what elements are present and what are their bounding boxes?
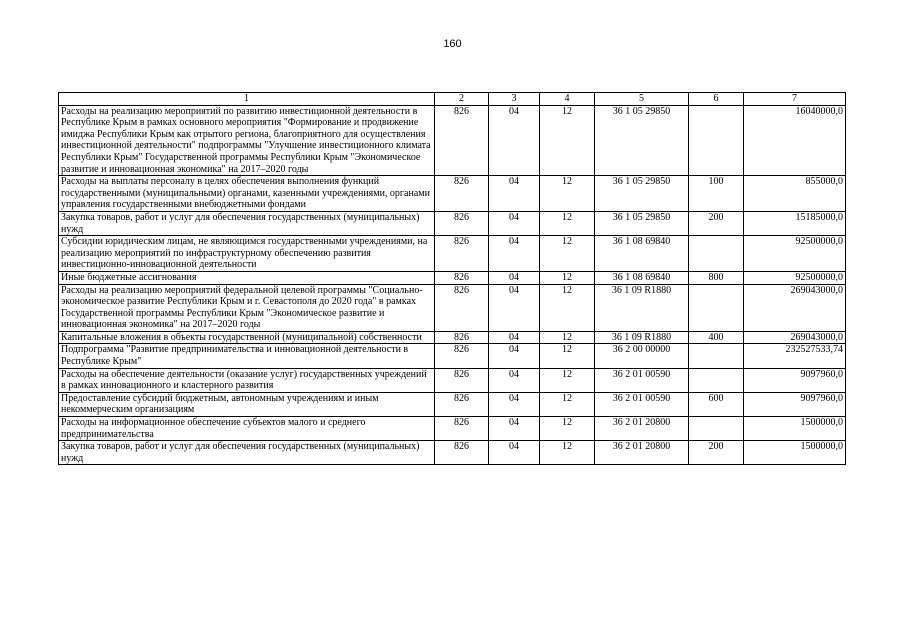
header-col-3: 3 — [489, 93, 540, 106]
expense-type-code — [689, 284, 744, 331]
subsection-code: 12 — [540, 211, 595, 235]
expense-name: Подпрограмма "Развитие предпринимательства и инновационной деятельности в Республике Крым" — [59, 344, 435, 368]
expense-name: Иные бюджетные ассигнования — [59, 271, 435, 284]
table-row — [59, 417, 846, 441]
ministry-code: 826 — [435, 331, 489, 344]
ministry-code: 826 — [435, 211, 489, 235]
section-code: 04 — [489, 271, 540, 284]
table-row — [59, 284, 846, 331]
table-row — [59, 271, 846, 284]
expense-type-code — [689, 236, 744, 272]
subsection-code: 12 — [540, 392, 595, 416]
table-row — [59, 331, 846, 344]
subsection-code: 12 — [540, 271, 595, 284]
table-row — [59, 176, 846, 212]
expense-name: Расходы на реализацию мероприятий федеральной целевой программы "Социально-экономическое развитие Республики Крым и г. Севастополя до 2020 года" в рамках Государственной программы Республики Крым "Экономическое развитие и инновационная экономика" на 2017–2020 годы — [59, 284, 435, 331]
target-article-code: 36 1 08 69840 — [595, 236, 689, 272]
expense-name: Расходы на информационное обеспечение субъектов малого и среднего предпринимательства — [59, 417, 435, 441]
subsection-code: 12 — [540, 331, 595, 344]
header-row — [59, 93, 846, 106]
ministry-code: 826 — [435, 344, 489, 368]
target-article-code: 36 2 01 00590 — [595, 392, 689, 416]
header-col-7: 7 — [744, 93, 846, 106]
ministry-code: 826 — [435, 105, 489, 176]
expense-type-code: 100 — [689, 176, 744, 212]
section-code: 04 — [489, 392, 540, 416]
section-code: 04 — [489, 344, 540, 368]
table-row — [59, 105, 846, 176]
ministry-code: 826 — [435, 176, 489, 212]
budget-table — [58, 92, 846, 465]
header-col-1: 1 — [59, 93, 435, 106]
target-article-code: 36 1 09 R1880 — [595, 331, 689, 344]
section-code: 04 — [489, 331, 540, 344]
expense-type-code: 200 — [689, 441, 744, 465]
expense-name: Капитальные вложения в объекты государственной (муниципальной) собственности — [59, 331, 435, 344]
target-article-code: 36 1 05 29850 — [595, 176, 689, 212]
amount: 92500000,0 — [744, 236, 846, 272]
subsection-code: 12 — [540, 105, 595, 176]
expense-name: Предоставление субсидий бюджетным, автономным учреждениям и иным некоммерческим организациям — [59, 392, 435, 416]
amount: 1500000,0 — [744, 417, 846, 441]
section-code: 04 — [489, 284, 540, 331]
ministry-code: 826 — [435, 441, 489, 465]
section-code: 04 — [489, 105, 540, 176]
expense-type-code: 800 — [689, 271, 744, 284]
expense-type-code — [689, 105, 744, 176]
target-article-code: 36 1 05 29850 — [595, 211, 689, 235]
table-row — [59, 344, 846, 368]
section-code: 04 — [489, 176, 540, 212]
section-code: 04 — [489, 211, 540, 235]
expense-name: Субсидии юридическим лицам, не являющимся государственными учреждениями, на реализацию мероприятий по инфраструктурному обеспечению развития инвестиционно-инновационной деятельности — [59, 236, 435, 272]
expense-type-code: 400 — [689, 331, 744, 344]
amount: 855000,0 — [744, 176, 846, 212]
target-article-code: 36 2 01 20800 — [595, 441, 689, 465]
section-code: 04 — [489, 368, 540, 392]
header-col-2: 2 — [435, 93, 489, 106]
subsection-code: 12 — [540, 368, 595, 392]
amount: 92500000,0 — [744, 271, 846, 284]
target-article-code: 36 2 01 00590 — [595, 368, 689, 392]
subsection-code: 12 — [540, 176, 595, 212]
ministry-code: 826 — [435, 236, 489, 272]
amount: 9097960,0 — [744, 392, 846, 416]
amount: 15185000,0 — [744, 211, 846, 235]
amount: 9097960,0 — [744, 368, 846, 392]
expense-name: Расходы на выплаты персоналу в целях обеспечения выполнения функций государственными (муниципальными) органами, казенными учреждениями, органами управления государственными внебюджетными фондами — [59, 176, 435, 212]
header-col-5: 5 — [595, 93, 689, 106]
table-row — [59, 392, 846, 416]
subsection-code: 12 — [540, 344, 595, 368]
table-row — [59, 441, 846, 465]
amount: 269043000,0 — [744, 331, 846, 344]
expense-type-code — [689, 368, 744, 392]
expense-type-code: 600 — [689, 392, 744, 416]
page-number: 160 — [443, 38, 462, 50]
header-col-4: 4 — [540, 93, 595, 106]
ministry-code: 826 — [435, 368, 489, 392]
expense-name: Закупка товаров, работ и услуг для обеспечения государственных (муниципальных) нужд — [59, 441, 435, 465]
amount: 232527533,74 — [744, 344, 846, 368]
amount: 16040000,0 — [744, 105, 846, 176]
expense-type-code — [689, 344, 744, 368]
target-article-code: 36 1 08 69840 — [595, 271, 689, 284]
ministry-code: 826 — [435, 284, 489, 331]
expense-name: Расходы на обеспечение деятельности (оказание услуг) государственных учреждений в рамках инновационного и кластерного развития — [59, 368, 435, 392]
expense-name: Закупка товаров, работ и услуг для обеспечения государственных (муниципальных) нужд — [59, 211, 435, 235]
target-article-code: 36 1 05 29850 — [595, 105, 689, 176]
table-row — [59, 368, 846, 392]
target-article-code: 36 2 00 00000 — [595, 344, 689, 368]
section-code: 04 — [489, 417, 540, 441]
subsection-code: 12 — [540, 417, 595, 441]
expense-name: Расходы на реализацию мероприятий по развитию инвестиционной деятельности в Республике Крым в рамках основного мероприятия "Формирование и продвижение имиджа Республики Крым как отрытого региона, благоприятного для осуществления инвестиционной деятельности" подпрограммы "Улучшение инвестиционного климата Республики Крым" Государственной программы Республики Крым "Экономическое развитие и инновационная экономика" на 2017–2020 годы — [59, 105, 435, 176]
expense-type-code — [689, 417, 744, 441]
amount: 269043000,0 — [744, 284, 846, 331]
subsection-code: 12 — [540, 441, 595, 465]
target-article-code: 36 1 09 R1880 — [595, 284, 689, 331]
section-code: 04 — [489, 441, 540, 465]
ministry-code: 826 — [435, 417, 489, 441]
table-row — [59, 236, 846, 272]
table-row — [59, 211, 846, 235]
expense-type-code: 200 — [689, 211, 744, 235]
target-article-code: 36 2 01 20800 — [595, 417, 689, 441]
header-col-6: 6 — [689, 93, 744, 106]
section-code: 04 — [489, 236, 540, 272]
amount: 1500000,0 — [744, 441, 846, 465]
subsection-code: 12 — [540, 236, 595, 272]
ministry-code: 826 — [435, 392, 489, 416]
subsection-code: 12 — [540, 284, 595, 331]
ministry-code: 826 — [435, 271, 489, 284]
